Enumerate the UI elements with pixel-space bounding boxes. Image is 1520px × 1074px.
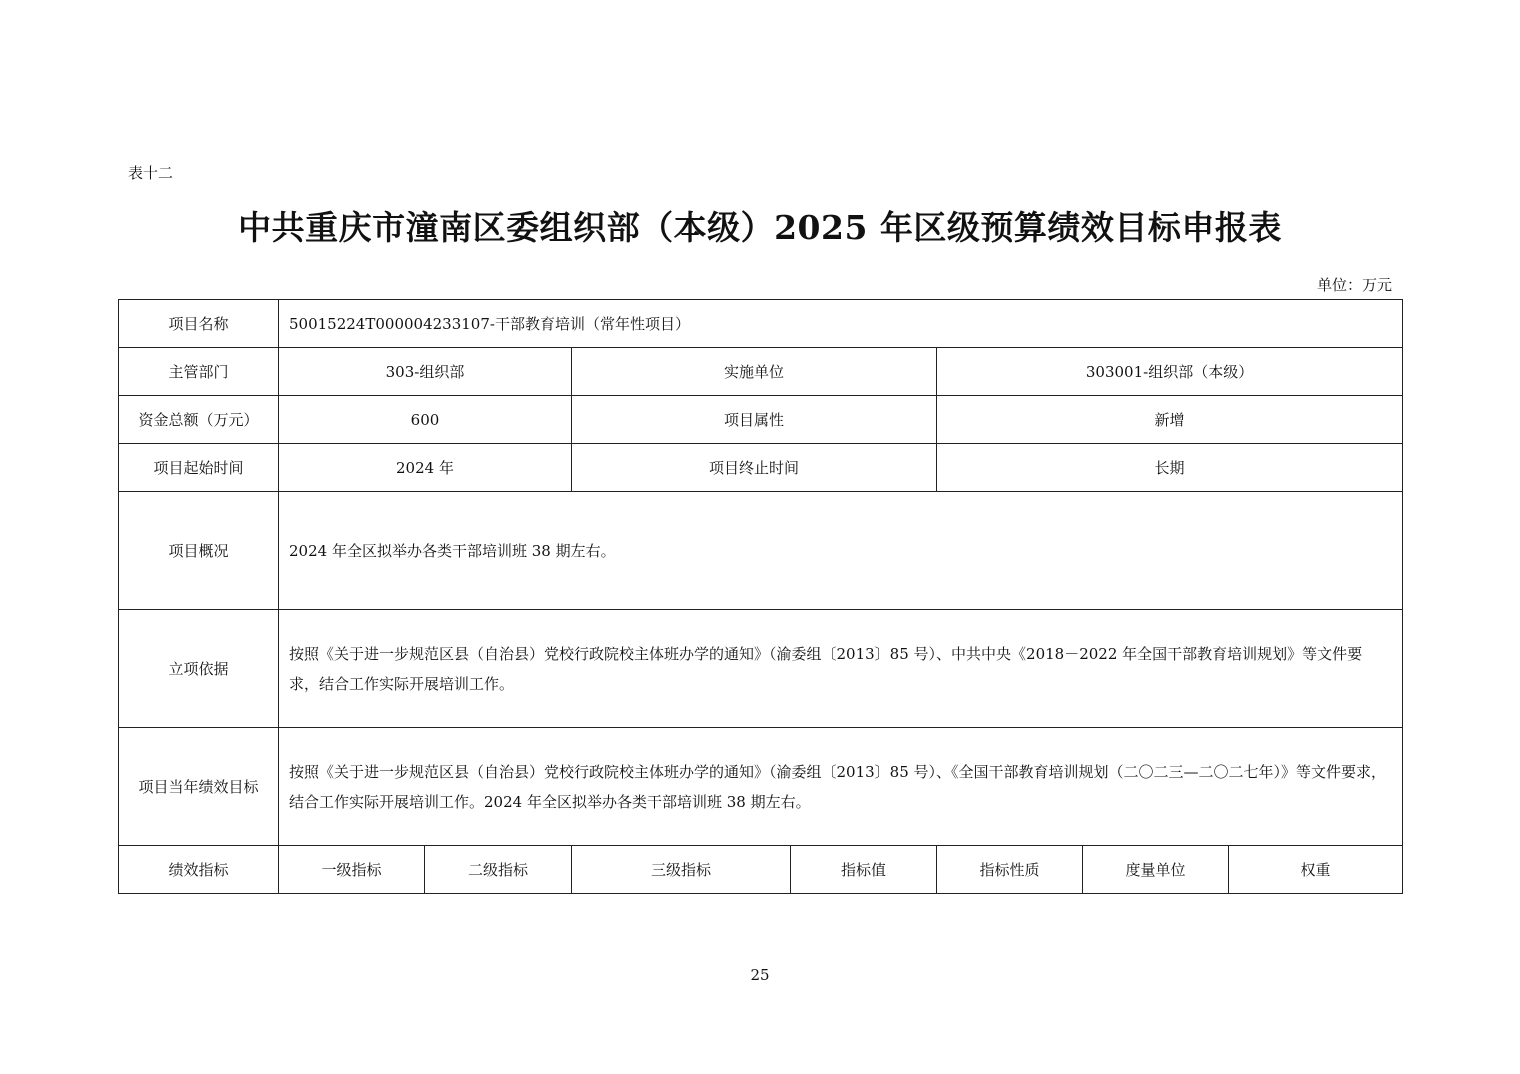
row-basis — [119, 610, 1403, 728]
row-overview — [119, 492, 1403, 610]
label-implementing-unit: 实施单位 — [572, 348, 937, 396]
value-total-funding: 600 — [279, 396, 572, 444]
value-project-attribute: 新增 — [937, 396, 1403, 444]
value-annual-goal: 按照《关于进一步规范区县（自治县）党校行政院校主体班办学的通知》（渝委组〔2013〕85 号）、《全国干部教育培训规划（二〇二三—二〇二七年）》等文件要求，结合工作实际开展培训工作。2024 年全区拟举办各类干部培训班 38 期左右。 — [279, 728, 1403, 846]
performance-target-table — [118, 299, 1403, 894]
row-funding — [119, 396, 1403, 444]
value-overview: 2024 年全区拟举办各类干部培训班 38 期左右。 — [279, 492, 1403, 610]
indicator-column-header: 一级指标 — [279, 846, 425, 894]
label-start-time: 项目起始时间 — [119, 444, 279, 492]
indicator-column-header: 度量单位 — [1083, 846, 1229, 894]
unit-note: 单位：万元 — [1316, 276, 1392, 294]
value-implementing-unit: 303001-组织部（本级） — [937, 348, 1403, 396]
indicator-column-header: 三级指标 — [572, 846, 791, 894]
value-start-time: 2024 年 — [279, 444, 572, 492]
label-indicators: 绩效指标 — [119, 846, 279, 894]
label-project-attribute: 项目属性 — [572, 396, 937, 444]
indicator-column-header: 指标性质 — [937, 846, 1083, 894]
value-department: 303-组织部 — [279, 348, 572, 396]
label-end-time: 项目终止时间 — [572, 444, 937, 492]
value-end-time: 长期 — [937, 444, 1403, 492]
page-title: 中共重庆市潼南区委组织部（本级）2025 年区级预算绩效目标申报表 — [238, 208, 1282, 247]
page-number: 25 — [750, 966, 770, 984]
label-project-name: 项目名称 — [119, 300, 279, 348]
table-number: 表十二 — [128, 164, 174, 182]
label-basis: 立项依据 — [119, 610, 279, 728]
value-basis: 按照《关于进一步规范区县（自治县）党校行政院校主体班办学的通知》（渝委组〔2013〕85 号）、中共中央《2018－2022 年全国干部教育培训规划》等文件要求，结合工作实际开展培训工作。 — [279, 610, 1403, 728]
row-annual-goal — [119, 728, 1403, 846]
indicator-column-header: 二级指标 — [425, 846, 572, 894]
label-total-funding: 资金总额（万元） — [119, 396, 279, 444]
label-department: 主管部门 — [119, 348, 279, 396]
row-project-name — [119, 300, 1403, 348]
row-period — [119, 444, 1403, 492]
indicator-column-header: 权重 — [1229, 846, 1403, 894]
label-overview: 项目概况 — [119, 492, 279, 610]
row-department — [119, 348, 1403, 396]
row-indicators-header — [119, 846, 1403, 894]
value-project-name: 50015224T000004233107-干部教育培训（常年性项目） — [279, 300, 1403, 348]
indicator-column-header: 指标值 — [791, 846, 937, 894]
label-annual-goal: 项目当年绩效目标 — [119, 728, 279, 846]
